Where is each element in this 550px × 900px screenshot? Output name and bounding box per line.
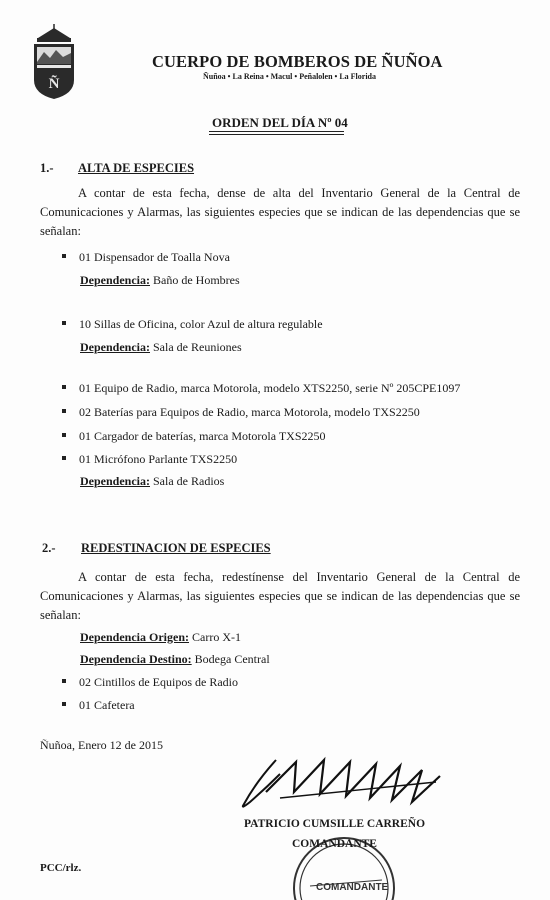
list-item: 02 Baterías para Equipos de Radio, marca Motorola, modelo TXS2250 bbox=[62, 405, 420, 420]
dependency-destination-line: Dependencia Destino: Bodega Central bbox=[80, 652, 270, 666]
bullet-icon bbox=[62, 385, 66, 389]
section-1-number: 1.- bbox=[40, 161, 54, 175]
section-1-intro bbox=[40, 184, 520, 241]
place-and-date: Ñuñoa, Enero 12 de 2015 bbox=[40, 738, 163, 752]
signer-name: PATRICIO CUMSILLE CARREÑO bbox=[244, 818, 426, 830]
title-underline bbox=[209, 131, 344, 132]
dependency-origin-line: Dependencia Origen: Carro X-1 bbox=[80, 630, 241, 644]
section-2-number: 2.- bbox=[42, 541, 56, 555]
list-item: 01 Dispensador de Toalla Nova bbox=[62, 250, 230, 265]
handwritten-signature bbox=[236, 752, 446, 812]
section-1-title: ALTA DE ESPECIES bbox=[78, 161, 195, 175]
crest-letter: Ñ bbox=[48, 76, 60, 92]
organization-name: CUERPO DE BOMBEROS DE ÑUÑOA bbox=[152, 52, 443, 71]
bullet-icon bbox=[62, 679, 66, 683]
list-item: 10 Sillas de Oficina, color Azul de altura regulable bbox=[62, 317, 323, 332]
reference-initials: PCC/rlz. bbox=[40, 862, 82, 874]
section-1-intro-text: A contar de esta fecha, dense de alta del Inventario General de la Central de Comunicaciones y Alarmas, las siguientes especies que se indican de las dependencias que se señalan: bbox=[40, 186, 520, 238]
section-2-intro bbox=[40, 568, 520, 625]
title-underline bbox=[209, 134, 344, 135]
dependency-line: Dependencia: Baño de Hombres bbox=[80, 273, 240, 287]
dependency-line: Dependencia: Sala de Reuniones bbox=[80, 340, 242, 354]
list-item: 01 Micrófono Parlante TXS2250 bbox=[62, 452, 237, 467]
list-item: 01 Cafetera bbox=[62, 698, 135, 713]
bullet-icon bbox=[62, 409, 66, 413]
bullet-icon bbox=[62, 254, 66, 258]
stamp-text: COMANDANTE bbox=[316, 882, 389, 893]
section-2-title: REDESTINACION DE ESPECIES bbox=[81, 541, 271, 555]
bullet-icon bbox=[62, 702, 66, 706]
bullet-icon bbox=[62, 321, 66, 325]
list-item: 01 Cargador de baterías, marca Motorola TXS2250 bbox=[62, 429, 326, 444]
bullet-icon bbox=[62, 433, 66, 437]
list-item: 02 Cintillos de Equipos de Radio bbox=[62, 675, 238, 690]
list-item: 01 Equipo de Radio, marca Motorola, modelo XTS2250, serie Nº 205CPE1097 bbox=[62, 381, 460, 396]
dependency-line: Dependencia: Sala de Radios bbox=[80, 474, 225, 488]
order-title: ORDEN DEL DÍA Nº 04 bbox=[212, 115, 348, 130]
section-2-intro-text: A contar de esta fecha, redestínense del Inventario General de la Central de Comunicaciones y Alarmas, las siguientes especies que se indican de las dependencias que se señalan: bbox=[40, 570, 520, 622]
bullet-icon bbox=[62, 456, 66, 460]
signer-role: COMANDANTE bbox=[292, 838, 377, 850]
fire-brigade-crest-logo bbox=[30, 24, 78, 100]
communes-line: Ñuñoa • La Reina • Macul • Peñalolen • La Florida bbox=[203, 72, 376, 81]
